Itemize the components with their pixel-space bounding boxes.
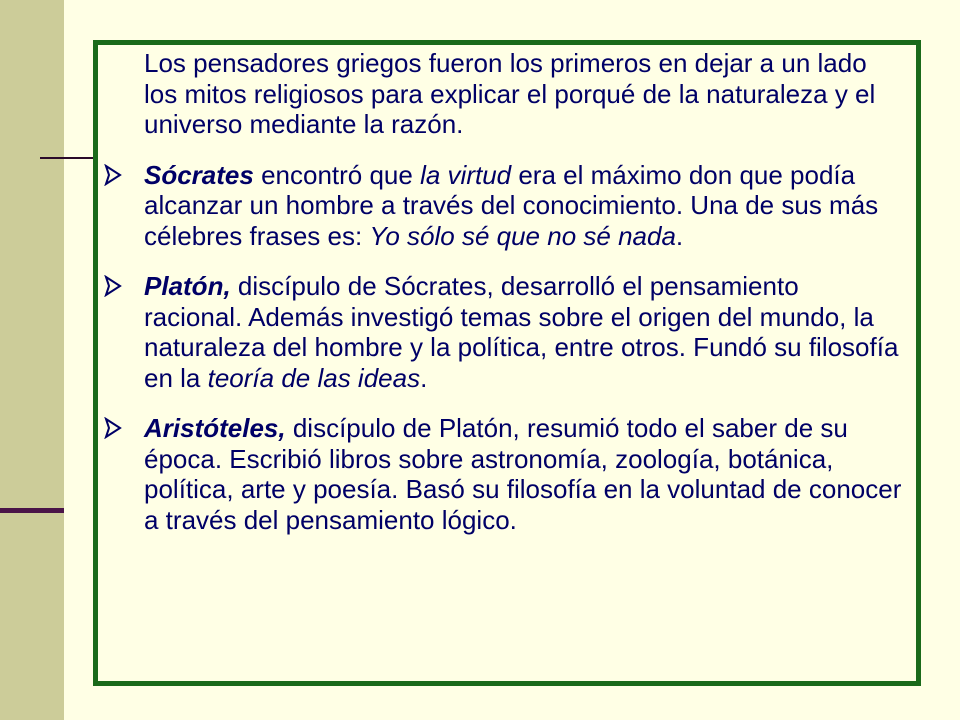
thin-divider-line bbox=[40, 157, 96, 159]
bullet-text: discípulo de Sócrates, desarrolló el pensamiento racional. Además investigó temas sobre el origen del mundo, la naturaleza del hombre y la política, entre otros. Fundó su filosofía en la bbox=[144, 271, 899, 393]
bullet-item-socrates bbox=[144, 160, 904, 252]
bullet-text: encontró que bbox=[253, 159, 421, 190]
arrow-bullet-icon bbox=[104, 417, 122, 439]
slide-content bbox=[144, 48, 904, 555]
bullet-emphasis: Yo sólo sé que no sé nada bbox=[369, 220, 676, 251]
thick-divider-line bbox=[0, 508, 64, 513]
intro-paragraph: Los pensadores griegos fueron los primeros en dejar a un lado los mitos religiosos para explicar el porqué de la naturaleza y el universo mediante la razón. bbox=[144, 48, 876, 139]
bullet-emphasis: la virtud bbox=[420, 159, 512, 190]
bullet-text: . bbox=[675, 220, 684, 251]
bullet-name: Platón, bbox=[144, 271, 231, 301]
bullet-name: Aristóteles, bbox=[144, 413, 286, 443]
bullet-text: era el máximo don que podía alcanzar un hombre a través del conocimiento. Una de sus más célebres frases es: bbox=[144, 159, 879, 251]
bullet-text: discípulo de Platón, resumió todo el saber de su época. Escribió libros sobre astronomía, zoología, botánica, política, arte y poesía. Basó su filosofía en la voluntad de conocer a través del pensamiento lógico. bbox=[144, 413, 902, 535]
bullet-text: . bbox=[420, 362, 428, 393]
arrow-bullet-icon bbox=[104, 275, 122, 297]
bullet-emphasis: teoría de las ideas bbox=[207, 362, 421, 393]
arrow-bullet-icon bbox=[104, 164, 122, 186]
bullet-item-platon bbox=[144, 271, 904, 393]
bullet-item-aristoteles bbox=[144, 413, 904, 535]
left-decorative-band bbox=[0, 0, 64, 720]
bullet-name: Sócrates bbox=[144, 159, 254, 190]
